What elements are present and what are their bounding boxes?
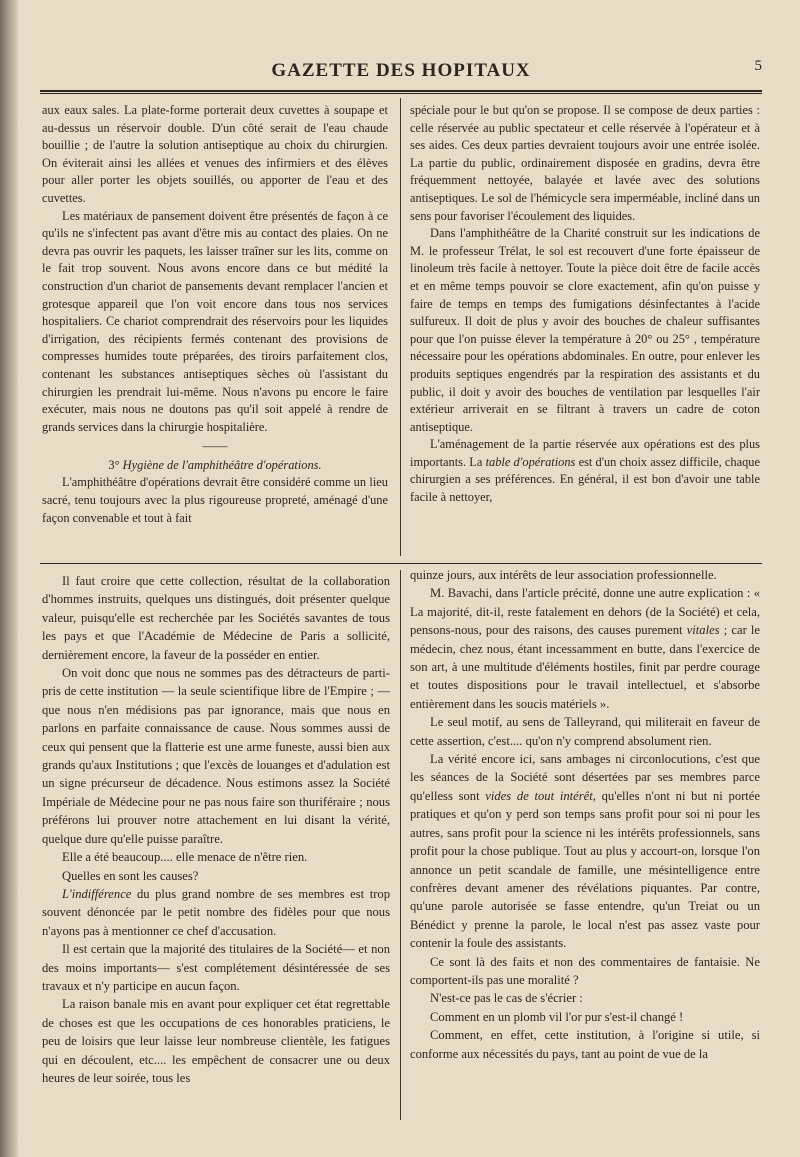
paragraph: Elle a été beaucoup.... elle menace de n'être rien.: [62, 850, 308, 865]
italic-phrase: vides de tout intérêt: [485, 788, 593, 803]
quotation: Comment en un plomb vil l'or pur s'est-il changé !: [430, 1009, 684, 1024]
text-run: du plus grand nombre de ses membres est trop souvent dénoncée par le petit nombre des fidèles pour que nous n'ayons pas à mentionner ce chef d'accusation.: [42, 886, 390, 938]
text-run: est d'un choix assez difficile, chaque chirurgien a ses préférences. En général, il est bon d'avoir une table facile à nettoyer,: [410, 454, 760, 505]
page-header: [40, 56, 762, 86]
text-run: ; car le médecin, chez nous, étant incessamment en butte, dans l'exercice de son art, à une multitude d'éléments hostiles, finit par perdre courage et toutes dispositions pour le travail intellectuel, et s'absorbe entièrement dans les soucis matériels ».: [410, 623, 760, 711]
article-column-1: [42, 102, 388, 558]
paragraph: Ce sont là des faits et non des commentaires de fantaisie. Ne comportent-ils pas une moralité ?: [410, 954, 760, 987]
paragraph: [410, 436, 760, 506]
paragraph: La raison banale mis en avant pour expliquer cet état regrettable de choses est que les occupations de ces honorables praticiens, le peu de loisirs que leur laisse leur nombreuse clientèle, les fatigues qui en découlent, etc.... les empêchent de consacrer une ou deux heures de leur soirée, tous les: [42, 997, 390, 1085]
paragraph: [42, 885, 390, 940]
section-heading-number: 3°: [108, 457, 120, 472]
paragraph: aux eaux sales. La plate-forme porterait deux cuvettes à soupape et au-dessus un réservoir double. D'un côté serait de l'eau chaude bouillie ; de l'autre la solution antiseptique au choix du chirurgien. On éviterait ainsi les allées et venues des infirmiers et des élèves pour aller porter les objets souillés, ou apporter de l'eau et des cuvettes.: [42, 103, 388, 205]
book-binding-edge: [0, 0, 18, 1157]
italic-phrase: table d'opérations: [485, 454, 576, 469]
section-separator: ——: [202, 439, 228, 454]
paragraph: quinze jours, aux intérêts de leur association professionnelle.: [410, 568, 717, 582]
header-rule: [40, 90, 762, 94]
paragraph: Les matériaux de pansement doivent être présentés de façon à ce qu'ils ne s'infectent pas avant d'être mis au contact des plaies. On ne devra pas ouvrir les paquets, les laisser traîner sur les lits, comme on le fait trop souvent. Nous avons encore dans ce but médité la construction d'un chariot de pansements devant remplacer l'ancien et grotesque appareil que l'on voit encore dans tous nos services hospitaliers. Ce chariot comprendrait des réservoirs pour les liquides d'irrigation, des récipients fermés contenant des provisions de compresses humides toute préparées, des tiroirs parfaitement clos, contenant les substances antiseptiques sèches où l'assistant du chirurgien les prendrait lui-même. Nous n'avons pu encore le faire exécuter, mais nous ne doutons pas qu'il soit appelé à rendre de grands services dans la chirurgie hospitalière.: [42, 208, 388, 434]
page-number: 5: [754, 58, 762, 74]
article-column-4: [410, 566, 760, 1122]
paragraph: Dans l'amphithéâtre de la Charité construit sur les indications de M. le professeur Trélat, le sol est recouvert d'une forte épaisseur de linoleum très facile à nettoyer. Toute la pièce doit être de facile accès et en même temps pouvoir se clore exactement, afin qu'on puisse y faire de temps en temps des fumigations désinfectantes à l'acide sulfureux. Il doit de plus y avoir des bouches de chaleur suffisantes pour que l'on puisse élever la température à 20° ou 25° , température nécessaire pour les opérations abdominales. En outre, pour enlever les produits septiques engendrés par la respiration des assistants et du public, il doit y avoir des bouches de ventilation par lesquelles l'air extérieur arriverait en se filtrant à travers un cadre de coton antiseptique.: [410, 226, 760, 434]
paragraph: N'est-ce pas le cas de s'écrier :: [430, 991, 583, 1006]
paragraph: Il est certain que la majorité des titulaires de la Société— et non des moins importants— s'est complétement désintéressée de ses travaux et n'y participe en aucun façon.: [42, 942, 390, 993]
section-divider: [40, 563, 762, 564]
article-column-3: [42, 572, 390, 1122]
article-column-2: [410, 102, 760, 558]
section-heading: [42, 457, 388, 475]
text-run: M. Bavachi, dans l'article précité, donne une autre explication : « La majorité, dit-il, reste fatalement en dehors (de la Société) et cela, pensons-nous, pour des raisons, des causes purement: [410, 586, 760, 638]
paragraph: Il faut croire que cette collection, résultat de la collaboration d'hommes instruits, quelques uns distingués, doit présenter quelque valeur, puisqu'elle est recherchée par les Sociétés savantes de tous les pays et que l'Académie de Médecine de Paris a sollicité, dernièrement encore, la faveur de la posséder en entier.: [42, 574, 390, 662]
paragraph: L'amphithéâtre d'opérations devrait être considéré comme un lieu sacré, tenu toujours avec la plus rigoureuse propreté, aménagé d'une façon convenable et tout à fait: [42, 475, 388, 525]
journal-title: GAZETTE DES HOPITAUX: [271, 60, 531, 81]
section-heading-title: Hygiène de l'amphithéâtre d'opérations.: [122, 457, 322, 472]
text-run: , qu'elles n'ont ni but ni portée pratiques et qu'on y perd son temps sans profit pour soi ni pour les autres, sans profit pour la science ni les intérêts professionnels, sans profit pour la chose publique. Tout au plus y accourt-on, lorsque l'on annonce un petit scandale de famille, une mésintelligence entre confrères devant amener des révélations piquantes. Par contre, qu'une parole autorisée se fasse entendre, qu'un Treiat ou un Bénédict y prenne la parole, le local n'est pas assez vaste pour contenir la foule des assistants.: [410, 788, 760, 951]
text-run: La vérité encore ici, sans ambages ni circonlocutions, c'est que les séances de la Société sont désertées par ses membres parce qu'elless sont: [410, 752, 760, 803]
paragraph: Comment, en effet, cette institution, à l'origine si utile, si conforme aux nécessités du pays, tant au point de vue de la: [410, 1028, 760, 1061]
paragraph: [410, 584, 760, 713]
paragraph: spéciale pour le but qu'on se propose. Il se compose de deux parties : celle réservée au public spectateur et celle réservée à l'opérateur et à ses aides. Ces deux parties devraient toujours avoir une entrée isolée. La partie du public, ordinairement disposée en gradins, devra être fréquemment nettoyée, balayée et lavée avec des solutions antiseptiques. Le sol de l'hémicycle sera imperméable, incliné dans un sens pour favoriser l'écoulement des liquides.: [410, 103, 760, 223]
text-run: L'aménagement de la partie réservée aux opérations est des plus importants. La: [410, 437, 760, 469]
column-divider-bottom: [400, 570, 401, 1120]
paragraph: [410, 750, 760, 952]
italic-phrase: vitales: [686, 623, 720, 638]
column-divider-top: [400, 98, 401, 556]
paragraph: Le seul motif, au sens de Talleyrand, qui militerait en faveur de cette assertion, c'est.... qu'on n'y comprend absolument rien.: [410, 715, 760, 748]
paragraph: Quelles en sont les causes?: [62, 868, 199, 883]
paragraph: On voit donc que nous ne sommes pas des détracteurs de parti-pris de cette institution — la seule scientifique libre de l'Empire ; — que nous n'en médisions pas par ignorance, mais que nous en parlons en parfaite connaissance de cause. Nous sommes aussi de ceux qui pensent que la flatterie est une arme funeste, aussi bien aux grands qu'aux Institutions ; que l'excès de louanges et d'adulation est un signe précurseur de décadence. Nous estimons assez la Société Impériale de Médecine pour ne pas nous faire son thuriféraire ; nous préférons lui prouver notre attachement en lui disant la vérité, quelque dure qu'elle puisse paraître.: [42, 666, 390, 846]
italic-phrase: L'indifférence: [62, 886, 132, 901]
